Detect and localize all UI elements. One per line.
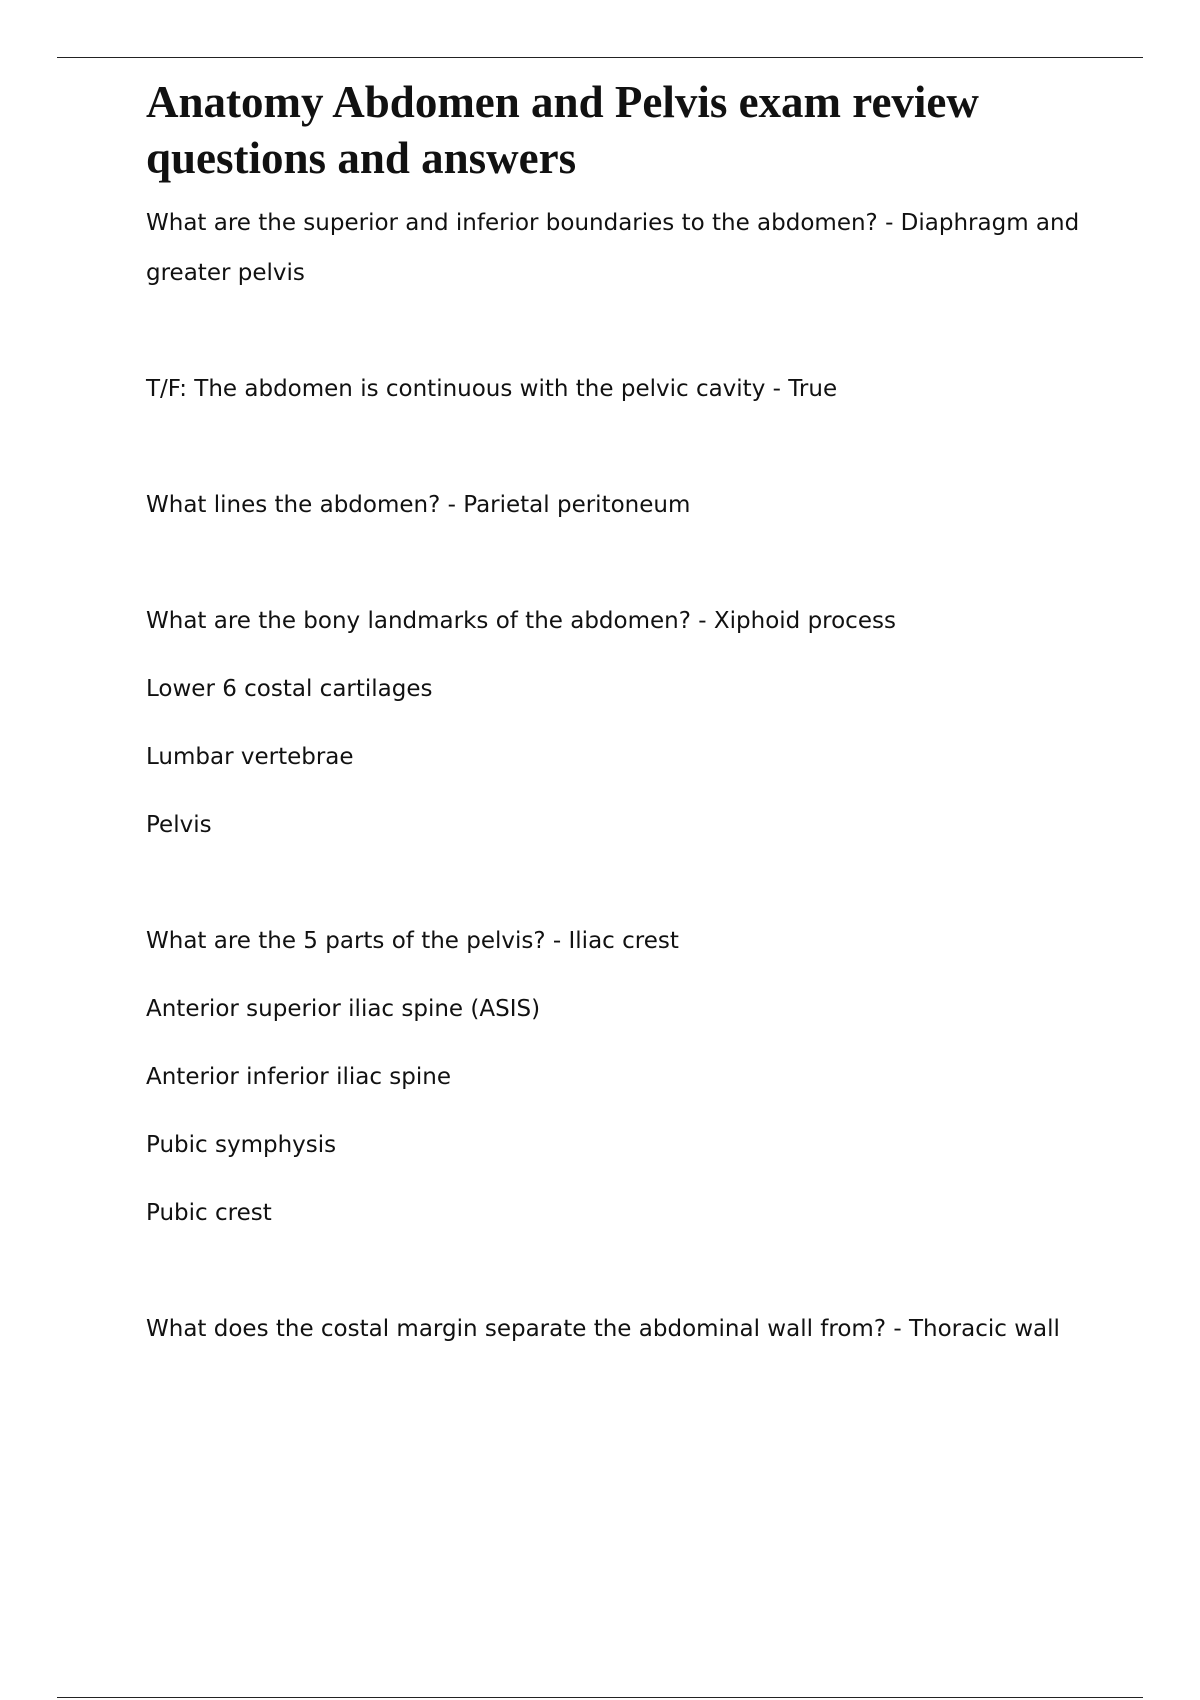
document-page [146, 74, 1106, 1420]
qa-text: T/F: The abdomen is continuous with the pelvic cavity - True [146, 376, 838, 402]
qa-text: Anterior inferior iliac spine [146, 1064, 451, 1090]
qa-text: Pelvis [146, 812, 212, 838]
qa-item [146, 198, 1106, 298]
qa-item [146, 596, 1106, 850]
qa-text: Pubic crest [146, 1200, 272, 1226]
qa-text: Anterior superior iliac spine (ASIS) [146, 996, 541, 1022]
qa-text: Lumbar vertebrae [146, 744, 354, 770]
qa-item [146, 364, 1106, 414]
qa-text: Lower 6 costal cartilages [146, 676, 433, 702]
qa-text: What are the superior and inferior boundaries to the abdomen? - Diaphragm and greater pelvis [146, 210, 1080, 286]
qa-text: What does the costal margin separate the abdominal wall from? - Thoracic wall [146, 1316, 1060, 1342]
qa-text: What are the 5 parts of the pelvis? - Iliac crest [146, 928, 679, 954]
top-rule [57, 57, 1143, 58]
document-title: Anatomy Abdomen and Pelvis exam review questions and answers [146, 77, 979, 183]
qa-text: Pubic symphysis [146, 1132, 337, 1158]
qa-text: What are the bony landmarks of the abdomen? - Xiphoid process [146, 608, 896, 634]
bottom-rule [57, 1697, 1143, 1698]
qa-text: What lines the abdomen? - Parietal peritoneum [146, 492, 691, 518]
qa-item [146, 480, 1106, 530]
qa-item [146, 1304, 1106, 1354]
qa-item [146, 916, 1106, 1238]
qa-list [146, 198, 1106, 1354]
